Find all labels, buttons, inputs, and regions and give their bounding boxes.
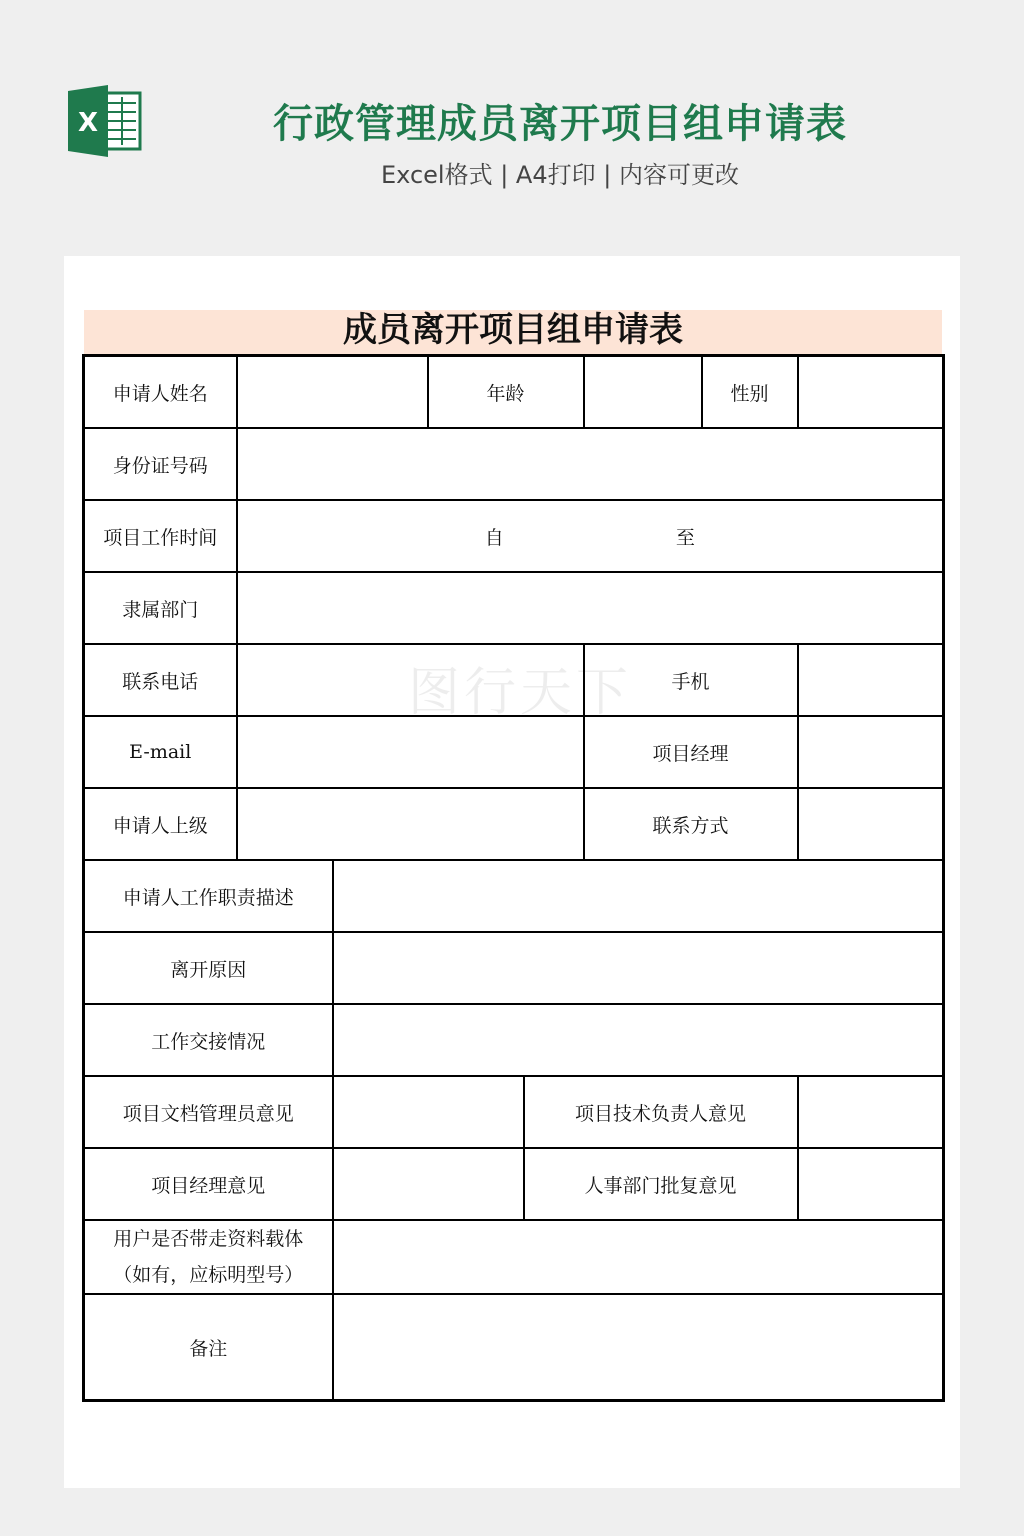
row-applicant-basic [84,356,944,429]
label-hr-approval: 人事部门批复意见 [524,1148,798,1220]
label-from: 自 [484,526,504,549]
excel-logo-letter: X [77,108,99,138]
row-id-number [84,428,944,500]
label-superior: 申请人上级 [84,788,237,860]
label-work-period: 项目工作时间 [84,500,237,572]
input-email[interactable] [237,716,584,788]
label-handover: 工作交接情况 [84,1004,333,1076]
label-tech-lead-opinion: 项目技术负责人意见 [524,1076,798,1148]
row-work-period [84,500,944,572]
label-mobile: 手机 [584,644,798,716]
label-pm-opinion: 项目经理意见 [84,1148,333,1220]
row-media-carrier [84,1220,944,1294]
excel-logo-icon [68,85,142,157]
label-duty-description: 申请人工作职责描述 [84,860,333,932]
label-remarks: 备注 [84,1294,333,1401]
row-leave-reason [84,932,944,1004]
label-applicant-name: 申请人姓名 [84,356,237,429]
input-hr-approval[interactable] [798,1148,944,1220]
label-doc-admin-opinion: 项目文档管理员意见 [84,1076,333,1148]
label-age: 年龄 [428,356,584,429]
row-opinions-1 [84,1076,944,1148]
label-project-manager: 项目经理 [584,716,798,788]
input-contact-method[interactable] [798,788,944,860]
label-media-carrier [84,1220,333,1294]
label-email: E-mail [84,716,237,788]
input-handover[interactable] [333,1004,944,1076]
row-opinions-2 [84,1148,944,1220]
row-department [84,572,944,644]
form-title: 成员离开项目组申请表 [84,310,942,354]
input-id-number[interactable] [237,428,944,500]
input-project-manager[interactable] [798,716,944,788]
input-remarks[interactable] [333,1294,944,1401]
application-form-table [82,354,945,1402]
label-media-line2: （如有，应标明型号） [113,1264,304,1286]
row-superior [84,788,944,860]
input-gender[interactable] [798,356,944,429]
input-mobile[interactable] [798,644,944,716]
label-gender: 性别 [702,356,798,429]
input-applicant-name[interactable] [237,356,428,429]
label-id-number: 身份证号码 [84,428,237,500]
input-doc-admin-opinion[interactable] [333,1076,524,1148]
input-age[interactable] [584,356,702,429]
page-subtitle: Excel格式 | A4打印 | 内容可更改 [381,161,739,189]
label-to: 至 [675,526,695,549]
row-handover [84,1004,944,1076]
input-superior[interactable] [237,788,584,860]
input-leave-reason[interactable] [333,932,944,1004]
label-phone: 联系电话 [84,644,237,716]
label-department: 隶属部门 [84,572,237,644]
row-duty-description [84,860,944,932]
input-phone[interactable] [237,644,584,716]
row-remarks [84,1294,944,1401]
page-title: 行政管理成员离开项目组申请表 [273,101,847,147]
input-duty-description[interactable] [333,860,944,932]
input-tech-lead-opinion[interactable] [798,1076,944,1148]
label-leave-reason: 离开原因 [84,932,333,1004]
row-phone [84,644,944,716]
row-email [84,716,944,788]
label-contact-method: 联系方式 [584,788,798,860]
label-media-line1: 用户是否带走资料载体 [113,1228,304,1250]
input-work-period[interactable] [237,500,944,572]
input-pm-opinion[interactable] [333,1148,524,1220]
input-media-carrier[interactable] [333,1220,944,1294]
input-department[interactable] [237,572,944,644]
